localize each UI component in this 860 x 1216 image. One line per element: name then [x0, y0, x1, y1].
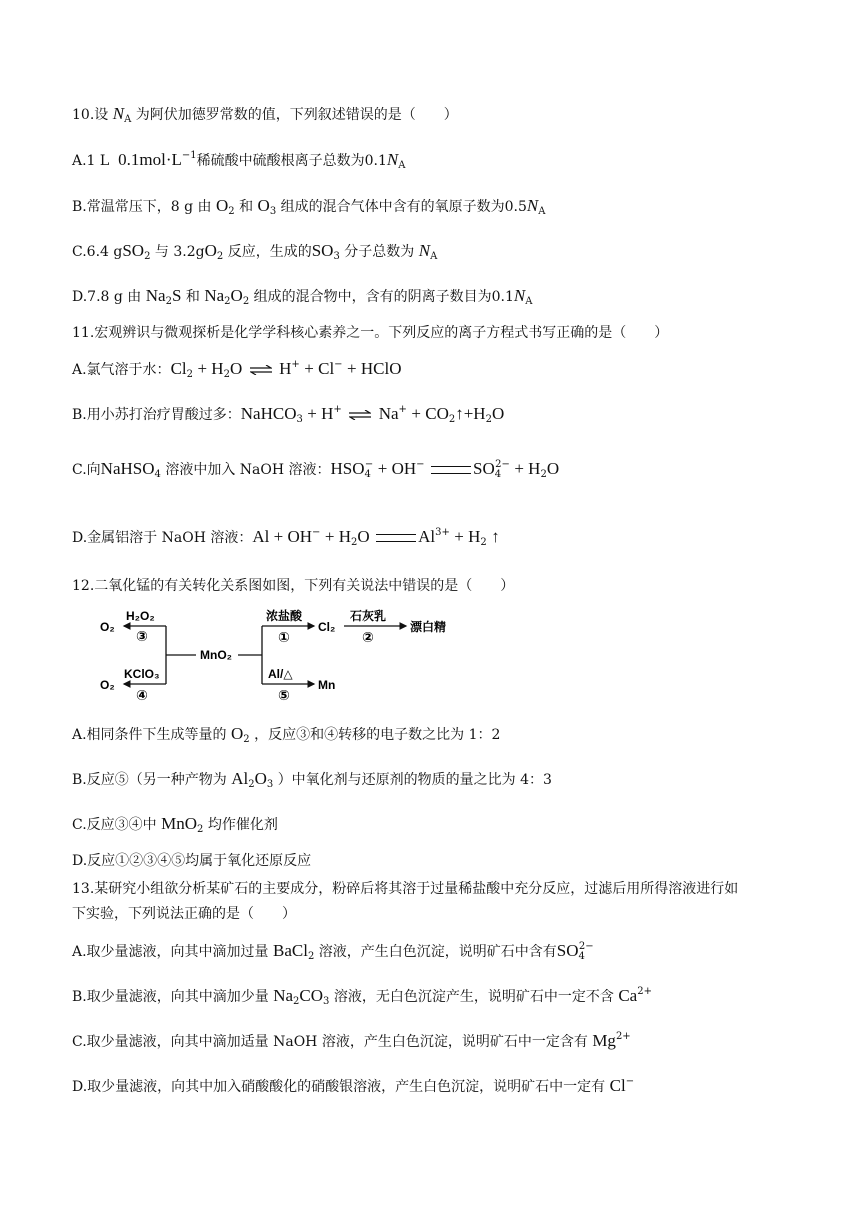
q11-option-a: A.氯气溶于水：$Cl_2 + H_2O$ H+ + Cl− + HClO — [72, 359, 402, 380]
q10-stem: 10.设 $N_A$ 为阿伏加德罗常数的值，下列叙述错误的是（ ） — [72, 104, 458, 125]
q11-option-d: D.金属铝溶于 NaOH 溶液：$Al + OH^- + H_2O$ $Al^{3+} + H_2$ ↑ — [72, 527, 500, 548]
q13-option-d: D.取少量滤液，向其中加入硝酸酸化的硝酸银溶液，产生白色沉淀，说明矿石中一定有 Cl− — [72, 1076, 635, 1095]
q12-option-a: A.相同条件下生成等量的 $O_2$ ，反应③和④转移的电子数之比为 1：2 — [72, 724, 501, 745]
mno2-center: MnO₂ — [200, 648, 232, 662]
bleach-product: 漂白精 — [410, 620, 447, 634]
q10-option-b: B.常温常压下，8 g 由 $O_2$ 和 $O_3$ 组成的混合气体中含有的氧原子数为$0.5N_A$ — [72, 196, 546, 217]
q10-option-d: D.7.8 g 由 $Na_2S$ 和 $Na_2O_2$ 组成的混合物中，含有的阴离子数目为$0.1N_A$ — [72, 286, 533, 307]
reaction-4-label: ④ — [136, 687, 148, 703]
reaction-3-label: ③ — [136, 628, 148, 644]
reaction-1-label: ① — [278, 629, 290, 645]
mno2-conversion-diagram — [96, 606, 466, 704]
q13-stem-line2: 下实验，下列说法正确的是（ ） — [72, 906, 296, 922]
o2-product-3: O₂ — [100, 620, 115, 634]
q13-option-b: B.取少量滤液，向其中滴加少量 $Na_2CO_3$ 溶液，无白色沉淀产生，说明矿石中一定不含 $Ca^{2+}$ — [72, 986, 652, 1007]
q12-stem: 12.二氧化锰的有关转化关系图如图，下列有关说法中错误的是（ ） — [72, 578, 515, 594]
q13-stem-line1: 13.某研究小组欲分析某矿石的主要成分，粉碎后将其溶于过量稀盐酸中充分反应，过滤后用所得溶液进行如 — [72, 881, 739, 897]
q13-option-c: C.取少量滤液，向其中滴加适量 NaOH 溶液，产生白色沉淀，说明矿石中一定含有 $Mg^{2+}$ — [72, 1031, 631, 1050]
h2o2-reagent: H₂O₂ — [126, 609, 155, 623]
q11-option-b: B.用小苏打治疗胃酸过多：NaHCO$_3$ + H+ $Na^+ + CO_2↑+H_2O$ — [72, 404, 505, 425]
q13-option-a: A.取少量滤液，向其中滴加过量 BaCl$_2$ 溶液，产生白色沉淀，说明矿石中含有$SO_4^{2-}$ — [72, 941, 594, 962]
kclo3-reagent: KClO₃ — [124, 667, 160, 681]
cl2-product: Cl₂ — [318, 620, 336, 634]
q10-option-a: A.1 L $0.1mol\cdot L^{-1}$稀硫酸中硫酸根离子总数为$0.1N_A$ — [72, 150, 406, 171]
al-heat-reagent: Al/△ — [268, 667, 293, 681]
conc-hcl-reagent: 浓盐酸 — [266, 609, 303, 623]
q12-option-d: D.反应①②③④⑤均属于氧化还原反应 — [72, 853, 312, 869]
q10-option-c: C.6.4 gSO$_2$ 与 $3.2gO_2$ 反应，生成的$SO_3$ 分子总数为 $N_A$ — [72, 241, 438, 262]
q11-stem: 11.宏观辨识与微观探析是化学学科核心素养之一。下列反应的离子方程式书写正确的是（ ） — [72, 325, 669, 341]
lime-milk-reagent: 石灰乳 — [350, 609, 387, 623]
q12-option-c: C.反应③④中 MnO$_2$ 均作催化剂 — [72, 814, 278, 835]
reaction-2-label: ② — [362, 629, 374, 645]
q12-option-b: B.反应⑤（另一种产物为 $Al_2O_3$ ）中氧化剂与还原剂的物质的量之比为 4：3 — [72, 769, 552, 790]
mn-product: Mn — [318, 678, 336, 692]
reaction-5-label: ⑤ — [278, 687, 290, 703]
q11-option-c: C.向NaHSO$_4$ 溶液中加入 NaOH 溶液：$HSO_4^- + OH^-$ $SO_4^{2-} + H_2O$ — [72, 459, 560, 480]
o2-product-4: O₂ — [100, 678, 115, 692]
